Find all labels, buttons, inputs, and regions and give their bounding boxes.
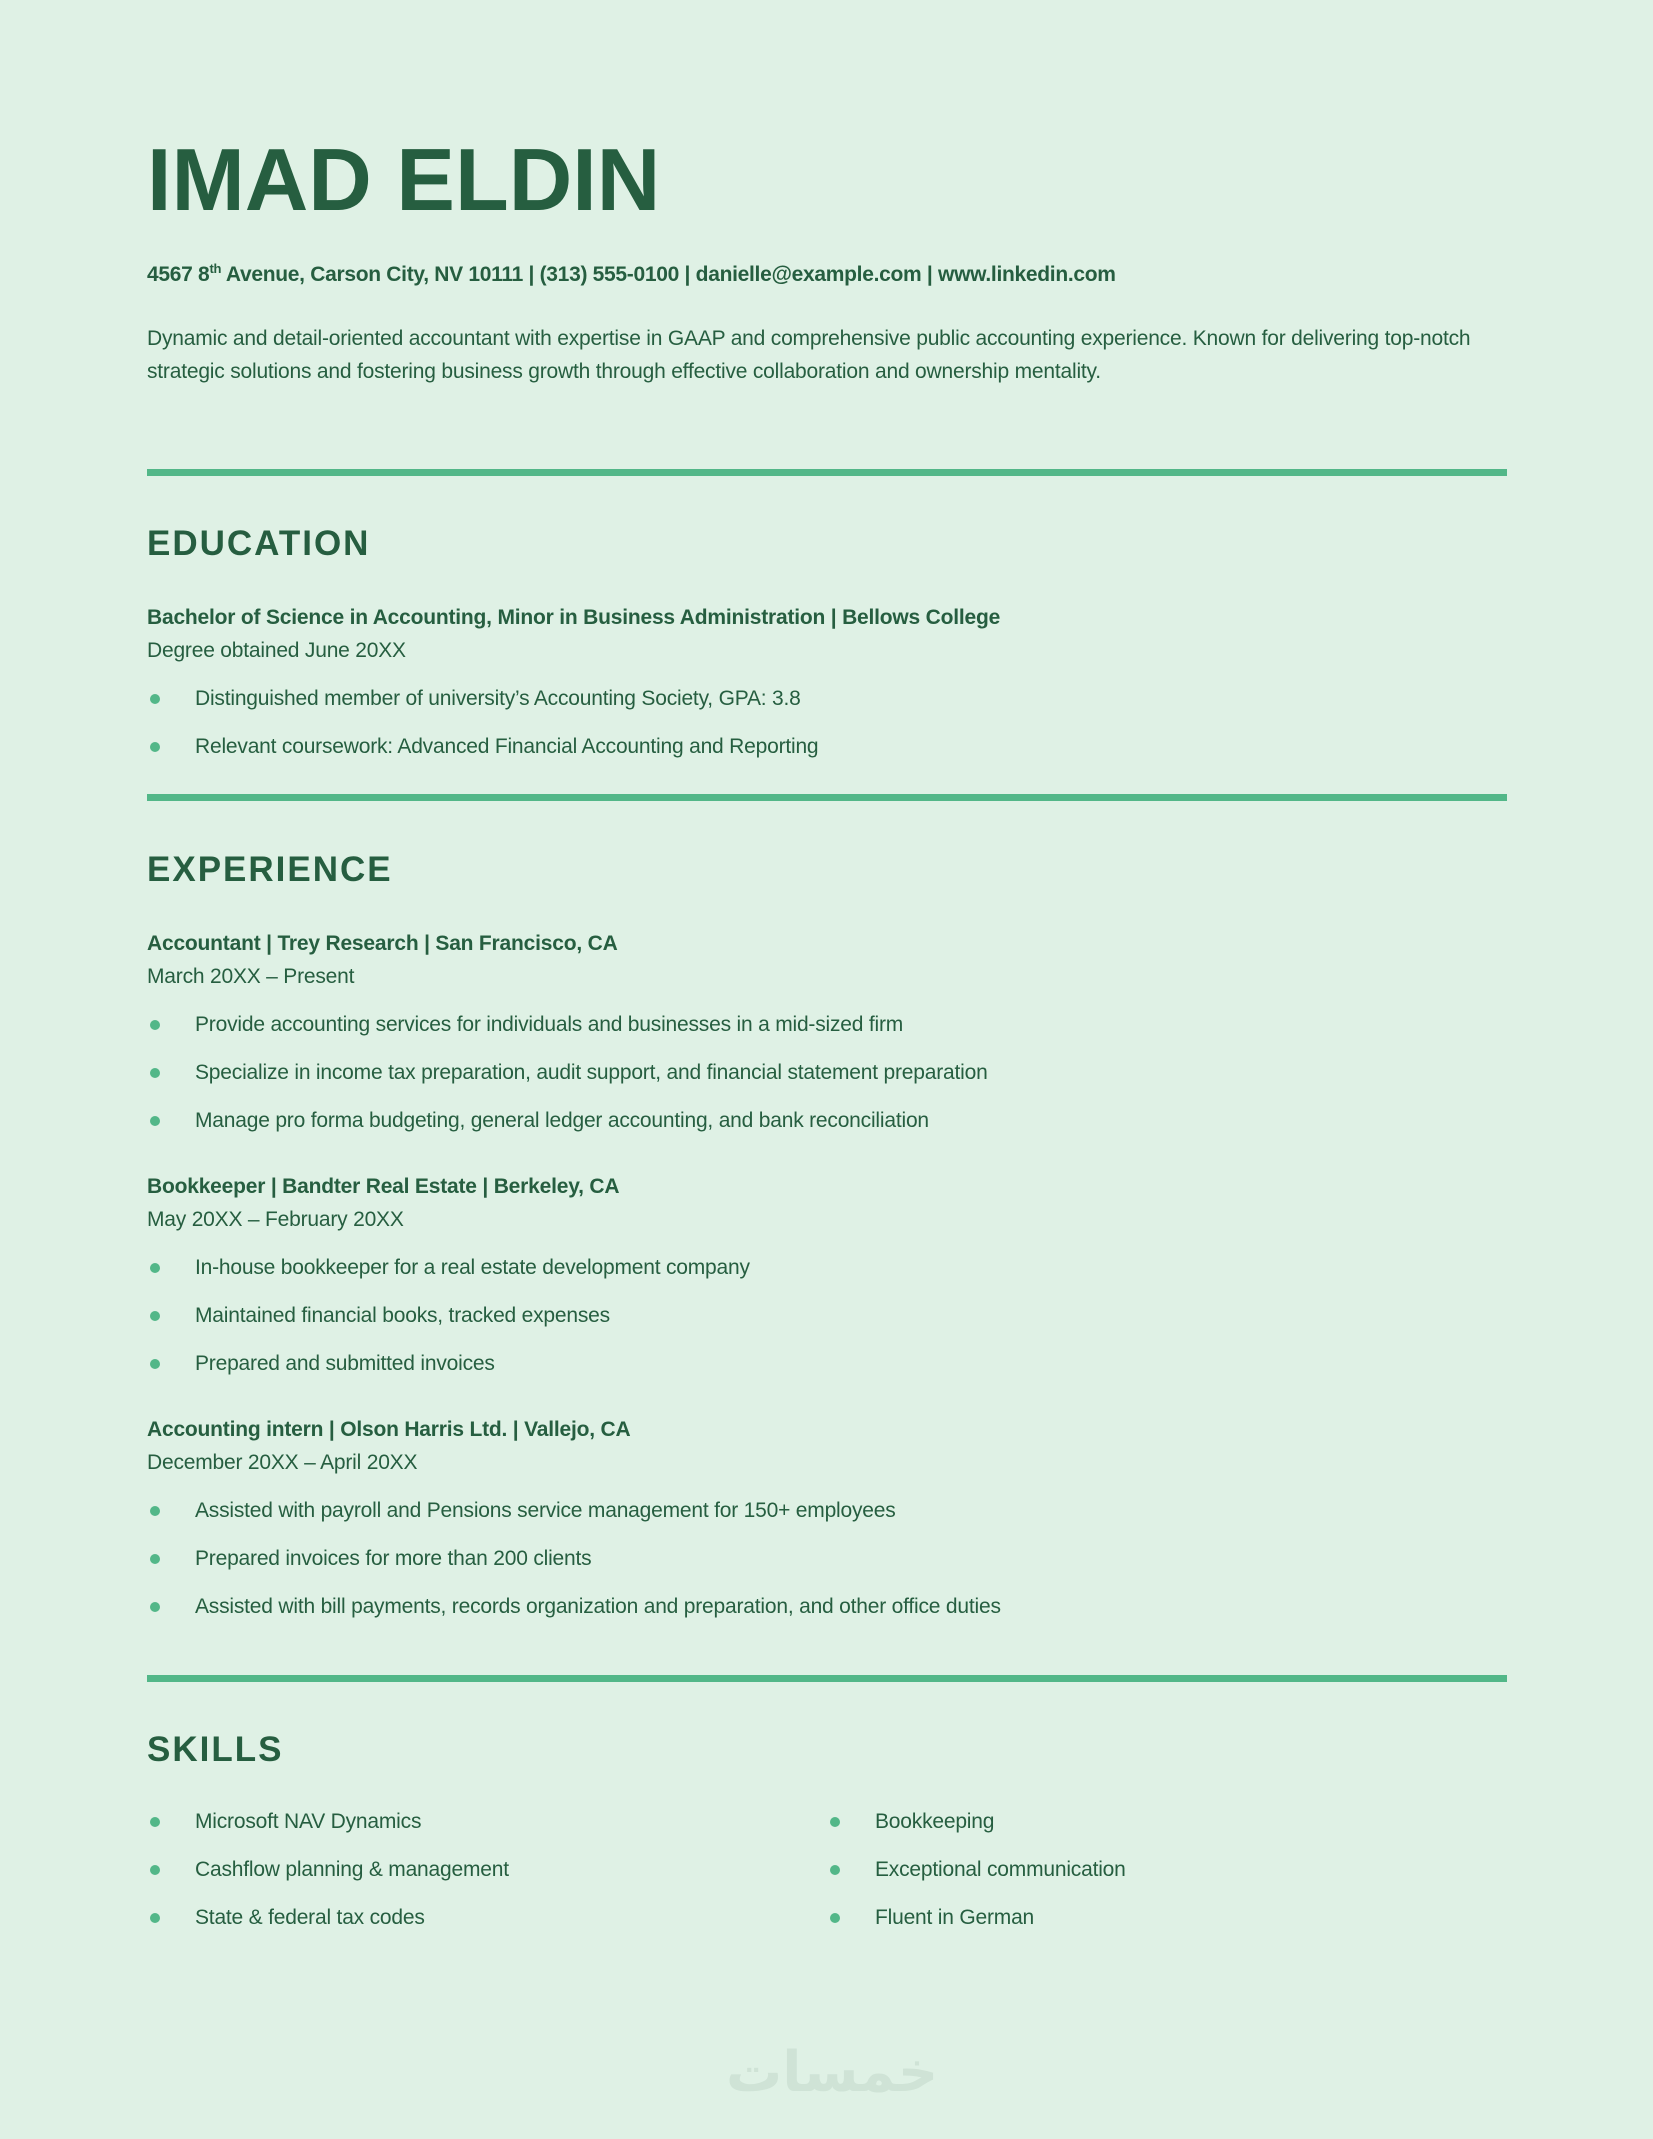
section-heading: EDUCATION <box>147 524 371 563</box>
job-date: March 20XX – Present <box>147 965 355 988</box>
skills-section <box>147 1728 1507 1934</box>
bullet-icon <box>830 1865 840 1875</box>
bullet-icon <box>150 1554 160 1564</box>
job-title: Accounting intern | Olson Harris Ltd. | Vallejo, CA <box>147 1418 631 1441</box>
bullet-icon <box>830 1817 840 1827</box>
bullet-icon <box>150 1865 160 1875</box>
job-entry <box>147 1413 1507 1623</box>
list-item <box>147 1347 1507 1380</box>
divider <box>147 469 1507 476</box>
list-item <box>147 730 1507 763</box>
job-date: May 20XX – February 20XX <box>147 1208 404 1231</box>
job-entry <box>147 1170 1507 1380</box>
divider <box>147 1675 1507 1682</box>
section-heading: EXPERIENCE <box>147 850 393 889</box>
bullet-text: In-house bookkeeper for a real estate development company <box>195 1256 750 1279</box>
list-item <box>147 1542 1507 1575</box>
bullet-text: Prepared and submitted invoices <box>195 1352 495 1375</box>
skill-item <box>147 1805 827 1838</box>
skill-text: Cashflow planning & management <box>195 1858 509 1881</box>
job-title: Bookkeeper | Bandter Real Estate | Berkeley, CA <box>147 1175 620 1198</box>
bullet-icon <box>150 694 160 704</box>
job-title: Accountant | Trey Research | San Francisco, CA <box>147 932 618 955</box>
bullet-text: Specialize in income tax preparation, audit support, and financial statement preparation <box>195 1061 988 1084</box>
bullet-icon <box>150 1020 160 1030</box>
bullet-icon <box>150 1359 160 1369</box>
skill-item <box>147 1901 827 1934</box>
address-number: 4567 8 <box>147 263 210 286</box>
list-item <box>147 1299 1507 1332</box>
bullet-text: Prepared invoices for more than 200 clients <box>195 1547 592 1570</box>
skill-item <box>827 1853 1507 1886</box>
summary: Dynamic and detail-oriented accountant with expertise in GAAP and comprehensive public accounting experience. Known for delivering top-notch strategic solutions and fostering business growth through effective collaboration and ownership mentality. <box>147 327 1471 383</box>
skill-text: Exceptional communication <box>875 1858 1126 1881</box>
bullet-icon <box>150 1817 160 1827</box>
skill-text: State & federal tax codes <box>195 1906 425 1929</box>
list-item <box>147 682 1507 715</box>
skills-left-list <box>147 1805 827 1934</box>
section-heading: SKILLS <box>147 1730 284 1769</box>
bullet-icon <box>830 1913 840 1923</box>
degree-date: Degree obtained June 20XX <box>147 639 406 662</box>
bullet-text: Distinguished member of university’s Accounting Society, GPA: 3.8 <box>195 687 801 710</box>
address-superscript: th <box>209 261 222 276</box>
bullet-text: Maintained financial books, tracked expenses <box>195 1304 610 1327</box>
skill-text: Bookkeeping <box>875 1810 995 1833</box>
experience-section <box>147 848 1507 1623</box>
bullet-icon <box>150 1913 160 1923</box>
contact-details: Avenue, Carson City, NV 10111 | (313) 555-0100 | danielle@example.com | www.linkedin.com <box>221 263 1116 286</box>
bullet-icon <box>150 1068 160 1078</box>
bullet-text: Assisted with payroll and Pensions service management for 150+ employees <box>195 1499 896 1522</box>
job-entry <box>147 927 1507 1137</box>
candidate-name: IMAD ELDIN <box>147 130 661 229</box>
bullet-icon <box>150 1263 160 1273</box>
job-date: December 20XX – April 20XX <box>147 1451 418 1474</box>
bullet-text: Manage pro forma budgeting, general ledger accounting, and bank reconciliation <box>195 1109 929 1132</box>
skill-item <box>827 1805 1507 1838</box>
skill-item <box>827 1901 1507 1934</box>
bullet-icon <box>150 742 160 752</box>
list-item <box>147 1104 1507 1137</box>
contact-line <box>147 258 1507 291</box>
degree: Bachelor of Science in Accounting, Minor in Business Administration | Bellows College <box>147 606 1001 629</box>
bullet-icon <box>150 1116 160 1126</box>
skills-right-list <box>827 1805 1507 1934</box>
list-item <box>147 1590 1507 1623</box>
education-section <box>147 522 1507 763</box>
list-item <box>147 1251 1507 1284</box>
bullet-icon <box>150 1311 160 1321</box>
bullet-text: Assisted with bill payments, records organization and preparation, and other office duties <box>195 1595 1001 1618</box>
watermark-logo: خمسات <box>726 2040 939 2105</box>
skill-item <box>147 1853 827 1886</box>
bullet-text: Provide accounting services for individuals and businesses in a mid-sized firm <box>195 1013 904 1036</box>
divider <box>147 794 1507 801</box>
bullet-icon <box>150 1506 160 1516</box>
list-item <box>147 1008 1507 1041</box>
bullet-text: Relevant coursework: Advanced Financial Accounting and Reporting <box>195 735 819 758</box>
bullet-icon <box>150 1602 160 1612</box>
list-item <box>147 1056 1507 1089</box>
list-item <box>147 1494 1507 1527</box>
skill-text: Microsoft NAV Dynamics <box>195 1810 422 1833</box>
skill-text: Fluent in German <box>875 1906 1035 1929</box>
